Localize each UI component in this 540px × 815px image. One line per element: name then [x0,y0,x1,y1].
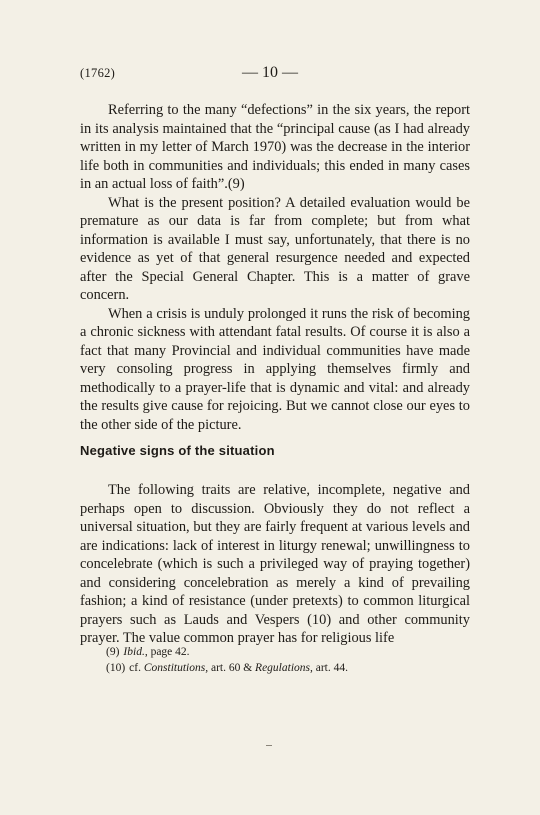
document-reference-code: (1762) [80,66,116,80]
footnote-text: , page 42. [144,646,190,658]
footnote-number: (9) [106,646,120,658]
section-heading: Negative signs of the situation [80,443,275,458]
main-text [80,101,470,434]
footnote-text: cf. [129,661,144,674]
footnote-text: art. 60 & [208,661,256,674]
paragraph-present-position: What is the present position? A detailed evaluation would be premature as our data is far from complete; but from what information is available I must say, unfortunately, that there is no evidence as yet of that general resurgence needed and expected after the Special General Chapter. This is a matter of grave concern. [80,194,470,303]
paragraph-negative-traits: The following traits are relative, incomplete, negative and perhaps open to discussion. Obviously they do not reflect a universal situation, but they are fairly frequent at various levels and are indications: lack of interest in liturgy renewal; unwillingness to concelebrate (which is such a privileged way of praying together) and considering concelebration as merely a kind of prevailing fashion; a kind of resistance (under pretexts) to common liturgical prayers such as Lauds and Vespers (10) and other community prayer. The value common prayer has for religious life [80,482,470,646]
footnote-citation: Ibid. [123,646,145,658]
paragraph-crisis: When a crisis is unduly prolonged it runs the risk of becoming a chronic sickness with attendant fatal results. Of course it is also a fact that many Provincial and individual communities have made very consoling progress in applying themselves firmly and methodically to a prayer-life that is dynamic and vital: and already the results give cause for rejoicing. But we cannot close our eyes to the other side of the picture. [80,305,470,433]
footnote-citation: Constitutions, [143,661,209,674]
footnote-10 [106,661,348,677]
page-number: — 10 — [242,64,298,81]
footnotes [106,645,348,676]
footnote-text: art. 44. [312,661,349,674]
section-text [80,481,470,648]
page-end-mark [266,745,272,746]
footnote-citation: Regulations, [255,661,313,674]
paragraph-defections: Referring to the many “defections” in the six years, the report in its analysis maintained that the “principal cause (as I had already written in my letter of March 1970) was the decrease in the interior life both in communities and individuals; this ended in many cases in an actual loss of faith”.(9) [80,102,470,192]
footnote-9 [106,645,348,661]
footnote-number: (10) [106,661,126,674]
